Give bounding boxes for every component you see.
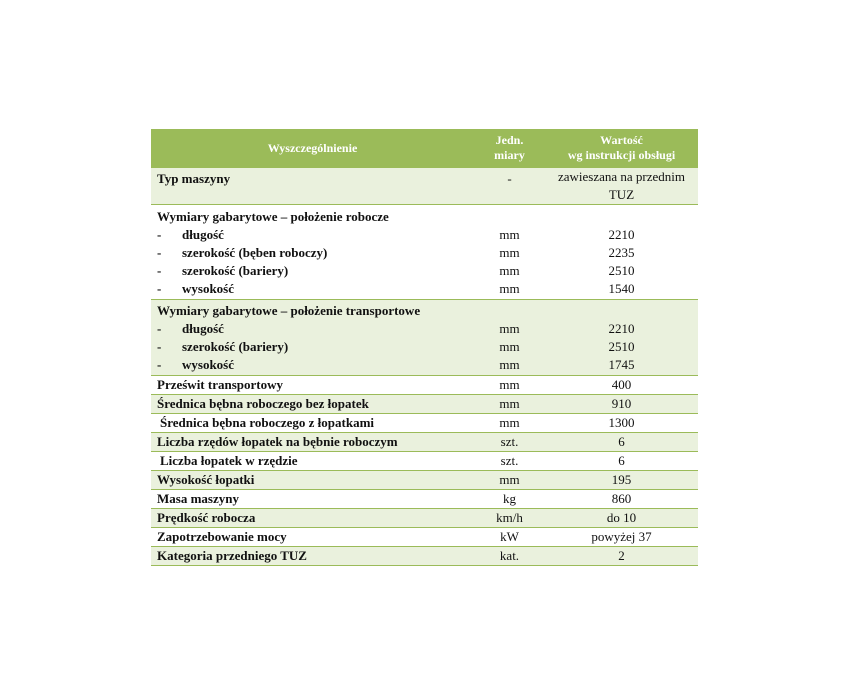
table-row xyxy=(151,414,698,433)
table-row xyxy=(151,433,698,452)
header-unit-line1: Jedn. xyxy=(495,133,524,147)
row-value xyxy=(545,168,698,205)
row-value: 400 xyxy=(545,376,698,395)
row-unit: szt. xyxy=(474,452,545,471)
row-label: Prześwit transportowy xyxy=(151,376,474,395)
row-value: 195 xyxy=(545,471,698,490)
list-item: - szerokość (bęben roboczy) xyxy=(157,245,328,260)
specification-table xyxy=(151,129,698,566)
table-row-machine-type xyxy=(151,168,698,205)
list-item: - długość xyxy=(157,227,224,242)
header-value-line1: Wartość xyxy=(600,133,643,147)
row-label: Typ maszyny xyxy=(151,168,474,205)
working-dimensions-units: mm mm mm mm xyxy=(474,205,545,300)
row-value: 910 xyxy=(545,395,698,414)
table-row xyxy=(151,547,698,566)
row-value: powyżej 37 xyxy=(545,528,698,547)
header-value xyxy=(545,129,698,168)
working-dimensions-title: Wymiary gabarytowe – położenie robocze xyxy=(157,209,389,224)
table-row xyxy=(151,452,698,471)
table-row xyxy=(151,509,698,528)
row-unit: mm xyxy=(474,376,545,395)
table-row xyxy=(151,376,698,395)
row-value: 860 xyxy=(545,490,698,509)
list-item: - szerokość (bariery) xyxy=(157,339,289,354)
table-row xyxy=(151,471,698,490)
row-unit: kat. xyxy=(474,547,545,566)
row-unit: kW xyxy=(474,528,545,547)
working-dimensions-cell xyxy=(151,205,474,300)
row-label: Liczba łopatek w rzędzie xyxy=(151,452,474,471)
list-item: - wysokość xyxy=(157,357,235,372)
row-unit: - xyxy=(474,168,545,205)
row-value: 1300 xyxy=(545,414,698,433)
transport-dimensions-cell xyxy=(151,300,474,376)
transport-dimensions-title: Wymiary gabarytowe – położenie transportowe xyxy=(157,303,421,318)
transport-dimensions-values: 2210 2510 1745 xyxy=(545,300,698,376)
list-item: - długość xyxy=(157,321,224,336)
table-row xyxy=(151,490,698,509)
table-row xyxy=(151,528,698,547)
list-item: - wysokość xyxy=(157,281,235,296)
row-unit: szt. xyxy=(474,433,545,452)
table-row-transport-dimensions xyxy=(151,300,698,376)
row-label: Liczba rzędów łopatek na bębnie roboczym xyxy=(151,433,474,452)
row-value: do 10 xyxy=(545,509,698,528)
row-label: Wysokość łopatki xyxy=(151,471,474,490)
header-description: Wyszczególnienie xyxy=(151,129,474,168)
transport-dimensions-units: mm mm mm xyxy=(474,300,545,376)
header-unit-line2: miary xyxy=(494,148,525,162)
header-value-line2: wg instrukcji obsługi xyxy=(567,148,676,162)
row-label: Masa maszyny xyxy=(151,490,474,509)
row-value-line1: zawieszana na przednim xyxy=(557,169,686,184)
row-unit: mm xyxy=(474,414,545,433)
row-value: 2 xyxy=(545,547,698,566)
working-dimensions-values: 2210 2235 2510 1540 xyxy=(545,205,698,300)
row-label: Średnica bębna roboczego bez łopatek xyxy=(151,395,474,414)
row-value: 6 xyxy=(545,433,698,452)
header-row xyxy=(151,129,698,168)
row-unit: kg xyxy=(474,490,545,509)
row-unit: mm xyxy=(474,471,545,490)
row-label: Średnica bębna roboczego z łopatkami xyxy=(151,414,474,433)
table-row xyxy=(151,395,698,414)
row-unit: mm xyxy=(474,395,545,414)
row-label: Zapotrzebowanie mocy xyxy=(151,528,474,547)
row-label: Prędkość robocza xyxy=(151,509,474,528)
row-value: 6 xyxy=(545,452,698,471)
row-label: Kategoria przedniego TUZ xyxy=(151,547,474,566)
table-row-working-dimensions xyxy=(151,205,698,300)
row-value-line2: TUZ xyxy=(608,187,635,202)
table-header xyxy=(151,129,698,168)
row-unit: km/h xyxy=(474,509,545,528)
header-unit xyxy=(474,129,545,168)
list-item: - szerokość (bariery) xyxy=(157,263,289,278)
